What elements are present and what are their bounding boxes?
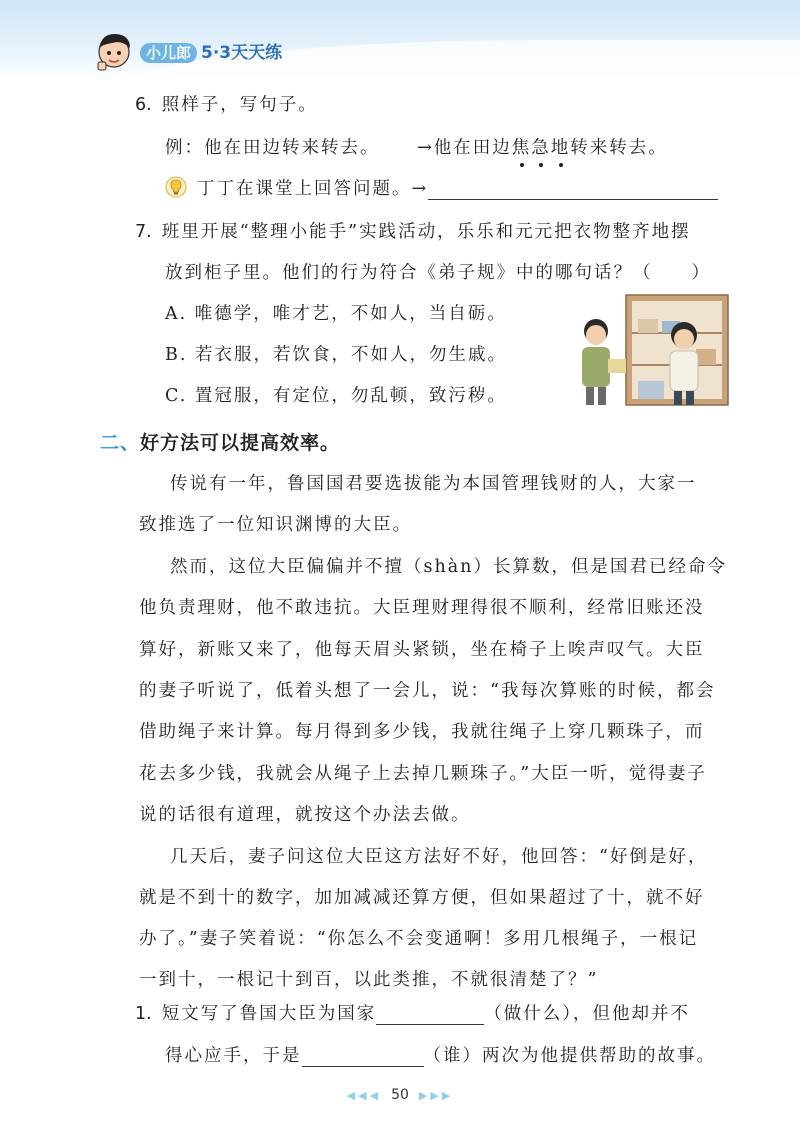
passage-line: 办了。”妻子笑着说：“你怎么不会变通啊！多用几根绳子，一根记 bbox=[139, 929, 699, 949]
passage-line: 就是不到十的数字，加加减减还算方便，但如果超过了十，就不好 bbox=[139, 888, 705, 908]
boy-mascot-icon bbox=[92, 28, 136, 72]
children-organizing-wardrobe-illustration bbox=[576, 293, 730, 407]
example-prefix: 例：他在田边 bbox=[165, 138, 282, 158]
passage-line: 几天后，妻子问这位大臣这方法好不好，他回答：“好倒是好， bbox=[170, 847, 708, 867]
passage-line: 说的话很有道理，就按这个办法去做。 bbox=[139, 805, 471, 825]
q1-line2 bbox=[165, 1042, 716, 1067]
passage-line: 借助绳子来计算。每月得到多少钱，我就往绳子上穿几颗珠子，而 bbox=[139, 722, 705, 742]
q6-number: 6. bbox=[135, 95, 152, 115]
q1-line2-end: （谁）两次为他提供帮助的故事。 bbox=[423, 1046, 716, 1066]
section-title bbox=[100, 428, 340, 455]
q7-option-a[interactable]: A. 唯德学，唯才艺，不如人，当自砺。 bbox=[165, 304, 507, 324]
task-sentence: 丁丁在课堂上回答问题。 bbox=[197, 179, 412, 199]
q7-line1-text: 班里开展“整理小能手”实践活动，乐乐和元元把衣物整齐地摆 bbox=[161, 222, 691, 242]
task-arrow: → bbox=[411, 179, 429, 199]
example-result-end: 转来转去。 bbox=[570, 138, 668, 158]
q6-task bbox=[197, 175, 718, 200]
passage-line: 然而，这位大臣偏偏并不擅（shàn）长算数，但是国君已经命令 bbox=[170, 557, 727, 577]
example-arrow: → bbox=[417, 138, 434, 158]
q1-line2-start: 得心应手，于是 bbox=[165, 1046, 302, 1066]
emphasis-char: 地 bbox=[550, 138, 571, 158]
passage-line: 算好，新账又来了，他每天眉头紧锁，坐在椅子上唉声叹气。大臣 bbox=[139, 640, 705, 660]
passage-line: 花去多少钱，我就会从绳子上去掉几颗珠子。”大臣一听，觉得妻子 bbox=[139, 764, 707, 784]
section-number: 二、 bbox=[100, 432, 141, 454]
answer-blank[interactable] bbox=[376, 1006, 484, 1025]
header-brand bbox=[140, 38, 282, 63]
page-number: 50 bbox=[391, 1087, 409, 1103]
q1-line1-end: （做什么），但他却并不 bbox=[484, 1004, 690, 1024]
q1-number: 1. bbox=[135, 1004, 152, 1024]
passage-line: 传说有一年，鲁国国君要选拔能为本国管理钱财的人，大家一 bbox=[170, 474, 697, 494]
right-arrows-icon: ▶▶▶ bbox=[418, 1089, 454, 1102]
q1-line1-start: 短文写了鲁国大臣为国家 bbox=[161, 1004, 377, 1024]
series-title: 5·3天天练 bbox=[201, 43, 283, 63]
passage-line: 致推选了一位知识渊博的大臣。 bbox=[139, 515, 412, 535]
passage-line: 的妻子听说了，低着头想了一会儿，说：“我每次算账的时候，都会 bbox=[139, 681, 716, 701]
page-footer bbox=[0, 1087, 800, 1103]
answer-blank[interactable] bbox=[428, 181, 718, 200]
example-result-start: 他在田边 bbox=[433, 138, 512, 158]
example-original-end: 转来转去。 bbox=[282, 138, 380, 158]
section-title-text: 好方法可以提高效率。 bbox=[140, 432, 341, 454]
q6-prompt bbox=[135, 91, 318, 116]
left-arrows-icon: ◀◀◀ bbox=[346, 1089, 382, 1102]
lightbulb-icon bbox=[165, 176, 187, 198]
q7-stem-line2: 放到柜子里。他们的行为符合《弟子规》中的哪句话？（ ） bbox=[165, 263, 711, 283]
brand-logo: 小儿郎 bbox=[140, 43, 197, 63]
q7-stem-line1 bbox=[135, 218, 691, 243]
emphasis-char: 急 bbox=[531, 138, 551, 158]
emphasis-char: 焦 bbox=[511, 138, 532, 158]
q1-line1 bbox=[135, 1000, 690, 1025]
q6-example bbox=[165, 134, 668, 159]
answer-blank[interactable] bbox=[302, 1048, 424, 1067]
passage-line: 一到十，一根记十到百，以此类推，不就很清楚了？” bbox=[139, 970, 599, 990]
q7-option-b[interactable]: B. 若衣服，若饮食，不如人，勿生戚。 bbox=[165, 345, 507, 365]
q6-prompt-text: 照样子，写句子。 bbox=[161, 95, 318, 115]
q7-option-c[interactable]: C. 置冠服，有定位，勿乱顿，致污秽。 bbox=[165, 386, 507, 406]
passage-line: 他负责理财，他不敢违抗。大臣理财理得很不顺利，经常旧账还没 bbox=[139, 598, 705, 618]
q7-number: 7. bbox=[135, 222, 152, 242]
